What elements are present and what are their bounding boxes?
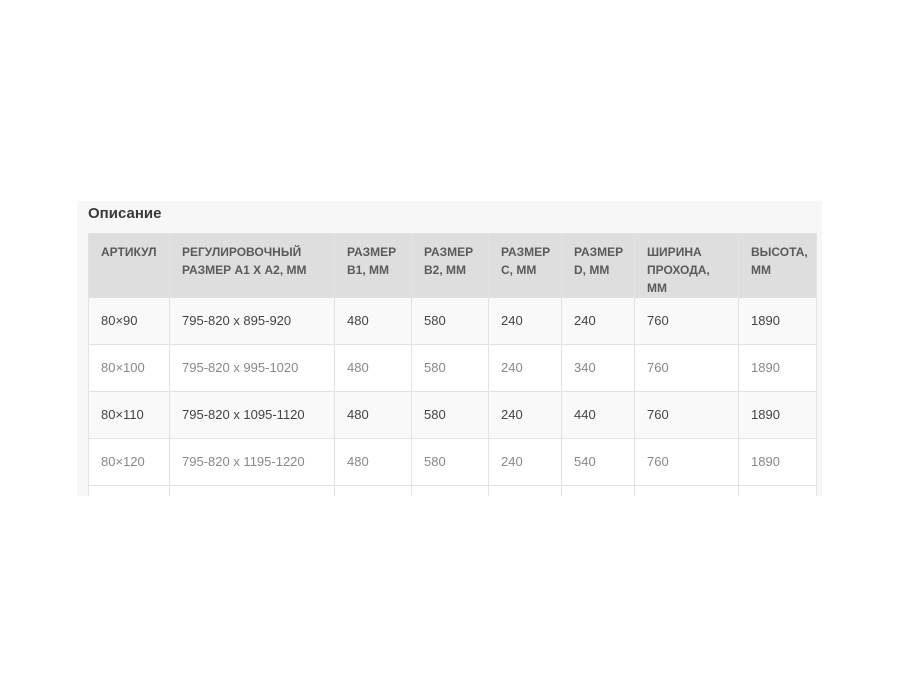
table-cell: 1890 [739, 298, 817, 345]
table-header-row [89, 234, 817, 298]
specs-table [88, 233, 817, 496]
table-row [89, 439, 817, 486]
table-cell: 80×110 [89, 392, 170, 439]
table-cell: 540 [562, 439, 635, 486]
table-cell: 1890 [739, 439, 817, 486]
table-cell [335, 486, 412, 497]
table-cell: 480 [335, 392, 412, 439]
table-cell [635, 486, 739, 497]
column-header-size-b2: РАЗМЕР В2, ММ [412, 234, 489, 298]
table-cell [170, 486, 335, 497]
table-row [89, 345, 817, 392]
table-cell: 760 [635, 392, 739, 439]
table-cell: 795-820 x 1195-1220 [170, 439, 335, 486]
column-header-size-c: РАЗМЕР С, ММ [489, 234, 562, 298]
column-header-size-d: РАЗМЕР D, ММ [562, 234, 635, 298]
table-cell: 340 [562, 345, 635, 392]
table-cell: 480 [335, 439, 412, 486]
description-panel [77, 201, 822, 496]
column-header-height: ВЫСОТА, ММ [739, 234, 817, 298]
column-header-adjust-size: РЕГУЛИРОВОЧНЫЙ РАЗМЕР А1 Х А2, ММ [170, 234, 335, 298]
table-cell: 580 [412, 439, 489, 486]
table-cell: 240 [489, 298, 562, 345]
table-cell: 240 [562, 298, 635, 345]
table-cell: 760 [635, 439, 739, 486]
column-header-article: АРТИКУЛ [89, 234, 170, 298]
table-cell: 240 [489, 439, 562, 486]
table-cell: 80×120 [89, 439, 170, 486]
table-cell [412, 486, 489, 497]
table-cell: 795-820 x 995-1020 [170, 345, 335, 392]
table-cell [739, 486, 817, 497]
table-row [89, 392, 817, 439]
column-header-passage-width: ШИРИНА ПРОХОДА, ММ [635, 234, 739, 298]
table-cell [489, 486, 562, 497]
table-cell [562, 486, 635, 497]
table-cell: 480 [335, 298, 412, 345]
table-cell [89, 486, 170, 497]
table-cell: 480 [335, 345, 412, 392]
section-title: Описание [88, 205, 162, 222]
table-row-partial [89, 486, 817, 497]
column-header-size-b1: РАЗМЕР В1, ММ [335, 234, 412, 298]
table-cell: 1890 [739, 345, 817, 392]
table-cell: 80×90 [89, 298, 170, 345]
table-cell: 240 [489, 345, 562, 392]
table-cell: 580 [412, 345, 489, 392]
table-cell: 240 [489, 392, 562, 439]
table-cell: 80×100 [89, 345, 170, 392]
table-row [89, 298, 817, 345]
table-cell: 795-820 x 895-920 [170, 298, 335, 345]
table-cell: 440 [562, 392, 635, 439]
table-cell: 1890 [739, 392, 817, 439]
table-cell: 580 [412, 298, 489, 345]
table-cell: 580 [412, 392, 489, 439]
table-cell: 795-820 x 1095-1120 [170, 392, 335, 439]
table-cell: 760 [635, 298, 739, 345]
table-cell: 760 [635, 345, 739, 392]
